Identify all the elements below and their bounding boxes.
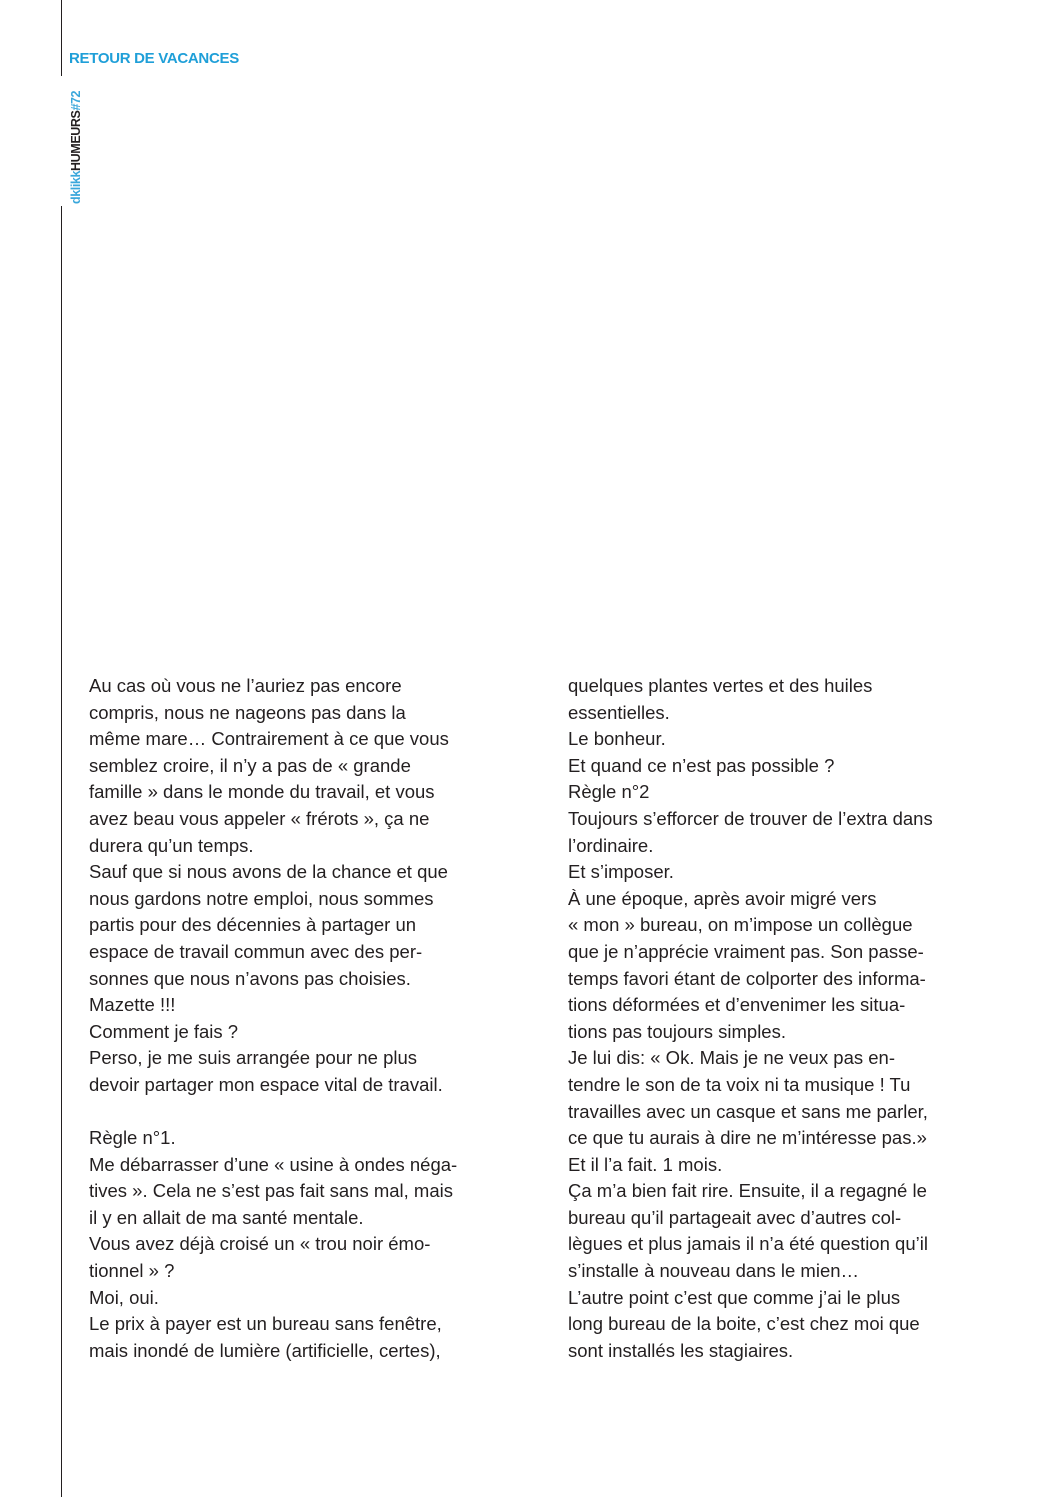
paragraph-line: devoir partager mon espace vital de travail. <box>89 1073 443 1095</box>
side-tab-background <box>54 76 70 206</box>
paragraph-line: partis pour des décennies à partager un <box>89 914 417 936</box>
paragraph-line: ce que tu aurais à dire ne m’intéresse pas.» <box>568 1127 927 1149</box>
side-issue: #72 <box>69 90 83 111</box>
paragraph-line: Moi, oui. <box>89 1286 159 1308</box>
page-rubric: RETOUR DE VACANCES <box>69 50 239 67</box>
paragraph-line: bureau qu’il partageait avec d’autres col- <box>568 1206 902 1228</box>
paragraph-line: tendre le son de ta voix ni ta musique ! Tu <box>568 1073 911 1095</box>
paragraph-line: « mon » bureau, on m’impose un collègue <box>568 914 913 936</box>
paragraph-line: essentielles. <box>568 701 670 723</box>
paragraph-line: travailles avec un casque et sans me parler, <box>568 1100 928 1122</box>
paragraph-line: À une époque, après avoir migré vers <box>568 887 877 909</box>
paragraph-line: Et quand ce n’est pas possible ? <box>568 754 835 776</box>
paragraph-line: Mazette !!! <box>89 994 176 1016</box>
paragraph-line: semblez croire, il n’y a pas de « grande <box>89 754 411 776</box>
paragraph-line: Le prix à payer est un bureau sans fenêtre, <box>89 1313 442 1335</box>
paragraph-line: Me débarrasser d’une « usine à ondes néga- <box>89 1153 458 1175</box>
paragraph-line: que je n’apprécie vraiment pas. Son passe- <box>568 940 924 962</box>
paragraph-line: sonnes que nous n’avons pas choisies. <box>89 967 411 989</box>
paragraph-line: tions déformées et d’envenimer les situa- <box>568 994 906 1016</box>
paragraph-line: Vous avez déjà croisé un « trou noir émo- <box>89 1233 431 1255</box>
paragraph-line: long bureau de la boite, c’est chez moi que <box>568 1313 920 1335</box>
text-column-left <box>89 673 549 1364</box>
text-column-right <box>568 673 1028 1364</box>
paragraph-line: Comment je fais ? <box>89 1020 239 1042</box>
magazine-side-label <box>69 91 83 204</box>
paragraph-line: Perso, je me suis arrangée pour ne plus <box>89 1047 418 1069</box>
side-section: HUMEURS <box>69 110 83 171</box>
paragraph-line: Sauf que si nous avons de la chance et que <box>89 861 448 883</box>
paragraph-line: mais inondé de lumière (artificielle, certes), <box>89 1339 441 1361</box>
paragraph-line: tionnel » ? <box>89 1260 175 1282</box>
paragraph-line: Le bonheur. <box>568 728 666 750</box>
paragraph-line: famille » dans le monde du travail, et vous <box>89 781 435 803</box>
paragraph-line: temps favori étant de colporter des informa- <box>568 967 926 989</box>
paragraph-line: nous gardons notre emploi, nous sommes <box>89 887 434 909</box>
paragraph-line: Ça m’a bien fait rire. Ensuite, il a regagné le <box>568 1180 927 1202</box>
paragraph-line: Au cas où vous ne l’auriez pas encore <box>89 675 402 696</box>
paragraph-line: Règle n°2 <box>568 781 650 803</box>
paragraph-break <box>89 1099 549 1126</box>
paragraph-line: compris, nous ne nageons pas dans la <box>89 701 406 723</box>
paragraph-line: même mare… Contrairement à ce que vous <box>89 728 449 750</box>
paragraph-line: Et il l’a fait. 1 mois. <box>568 1153 723 1175</box>
paragraph-line: tives ». Cela ne s’est pas fait sans mal, mais <box>89 1180 453 1202</box>
margin-rule <box>61 0 62 1497</box>
paragraph-line: avez beau vous appeler « frérots », ça ne <box>89 807 430 829</box>
paragraph-line: Et s’imposer. <box>568 861 674 883</box>
paragraph-line: il y en allait de ma santé mentale. <box>89 1206 364 1228</box>
paragraph-line: lègues et plus jamais il n’a été question qu’il <box>568 1233 928 1255</box>
side-brand: dklikk <box>69 170 83 204</box>
paragraph-line: espace de travail commun avec des per- <box>89 940 423 962</box>
paragraph-line: Règle n°1. <box>89 1127 176 1149</box>
paragraph-line: quelques plantes vertes et des huiles <box>568 675 873 696</box>
paragraph-line: L’autre point c’est que comme j’ai le plus <box>568 1286 901 1308</box>
paragraph-line: l’ordinaire. <box>568 834 654 856</box>
paragraph-line: durera qu’un temps. <box>89 834 254 856</box>
paragraph-line: s’installe à nouveau dans le mien… <box>568 1260 860 1282</box>
paragraph-line: Je lui dis: « Ok. Mais je ne veux pas en- <box>568 1047 895 1069</box>
paragraph-line: tions pas toujours simples. <box>568 1020 786 1042</box>
paragraph-line: Toujours s’efforcer de trouver de l’extra dans <box>568 807 933 829</box>
paragraph-line: sont installés les stagiaires. <box>568 1339 794 1361</box>
